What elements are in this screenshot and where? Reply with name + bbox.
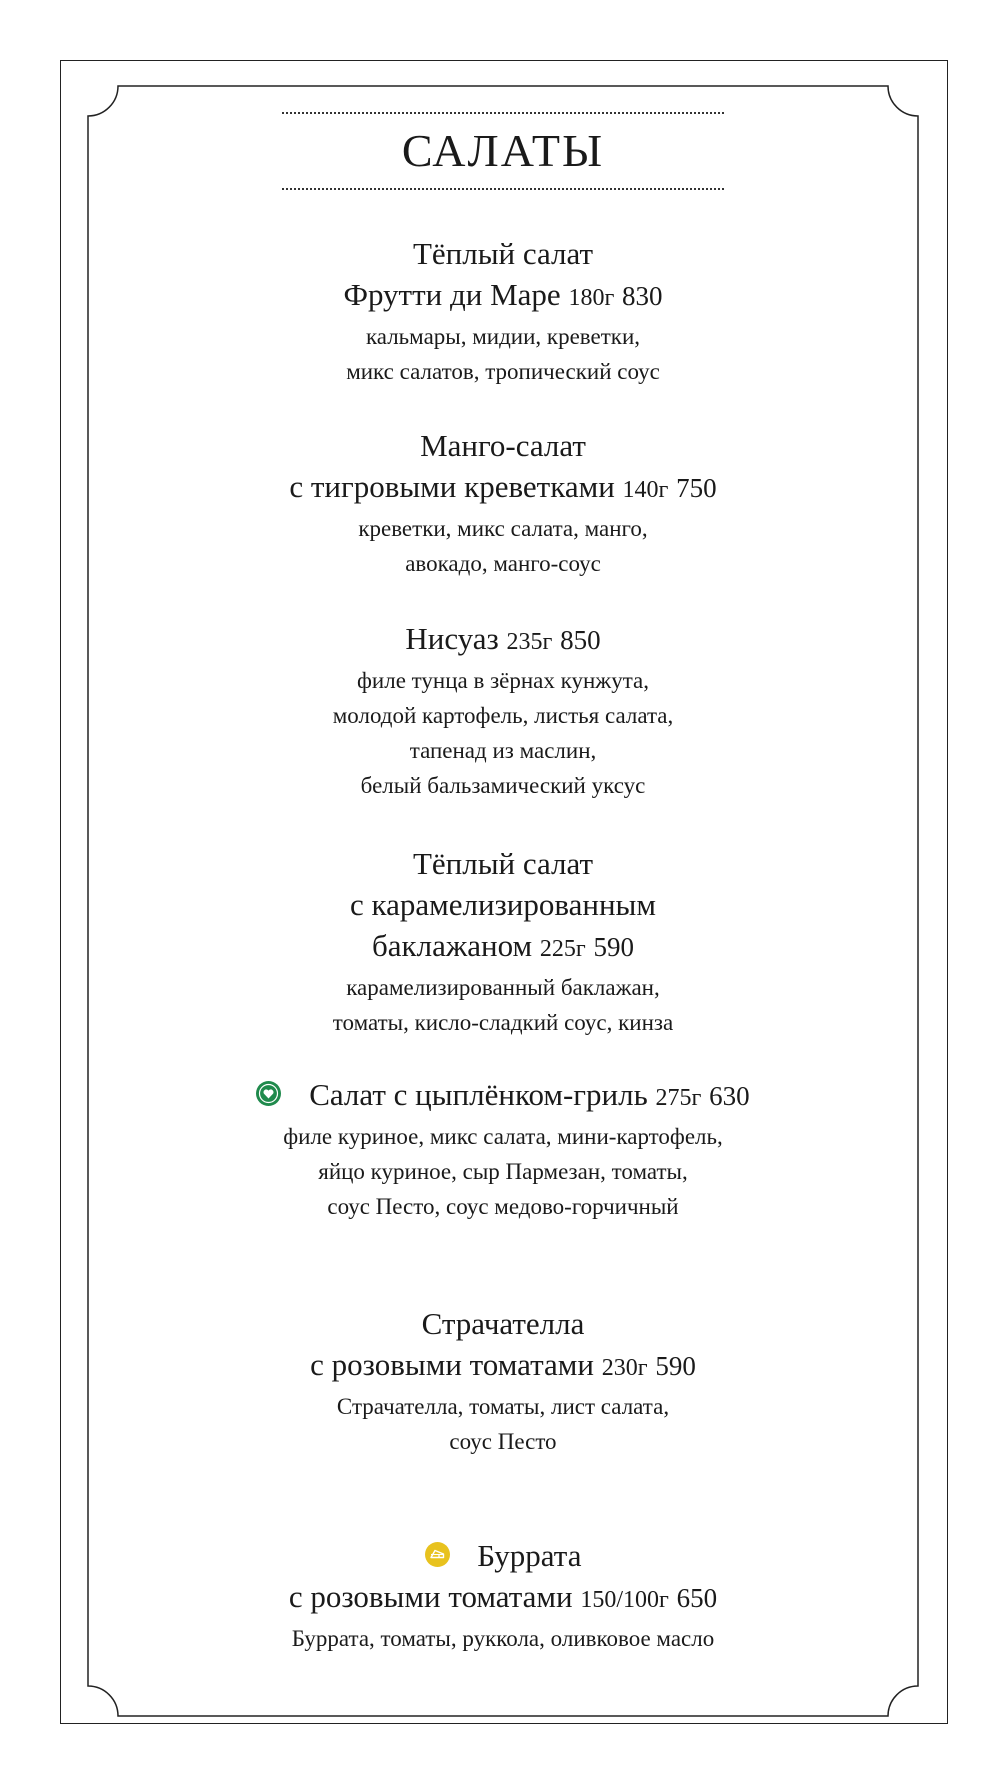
item-name (0, 466, 1006, 511)
item-description: креветки, микс салата, манго, (358, 516, 648, 541)
item-price: 650 (676, 1583, 718, 1613)
item-description: тапенад из маслин, (409, 738, 597, 763)
item-description: кальмары, мидии, креветки, (365, 324, 641, 349)
item-name-line: Нисуаз (405, 621, 499, 656)
item-name-line: с розовыми томатами (310, 1347, 594, 1382)
item-description: карамелизированный баклажан, (346, 975, 660, 1000)
item-price: 590 (593, 932, 634, 962)
item-price: 750 (676, 473, 717, 503)
item-name: Тёплый салат (412, 846, 594, 881)
item-name (0, 925, 1006, 970)
item-name-line: с тигровыми креветками (289, 469, 615, 504)
item-name: Манго-салат (420, 428, 586, 463)
item-description: авокадо, манго-соус (405, 551, 601, 576)
item-name-line: Салат с цыплёнком-гриль (309, 1077, 648, 1112)
item-weight: 230г (601, 1355, 648, 1381)
item-description: белый бальзамический уксус (360, 773, 646, 798)
item-description: Страчателла, томаты, лист салата, (336, 1394, 670, 1419)
item-name (0, 1535, 1006, 1576)
item-price: 630 (709, 1081, 750, 1111)
item-name: с карамелизированным (349, 887, 656, 922)
yellow-cheese-badge-icon (425, 1542, 450, 1567)
bottom-dotted-rule (282, 188, 724, 190)
item-name: Страчателла (421, 1306, 585, 1341)
item-name-line: Фрутти ди Маре (343, 277, 561, 312)
item-description: молодой картофель, листья салата, (332, 703, 674, 728)
item-description: микс салатов, тропический соус (346, 359, 660, 384)
item-description: яйцо куриное, сыр Пармезан, томаты, (318, 1159, 688, 1184)
item-price: 830 (622, 281, 663, 311)
menu-item (0, 1535, 1006, 1656)
menu-item (0, 843, 1006, 1040)
item-description: томаты, кисло-сладкий соус, кинза (332, 1010, 674, 1035)
menu-item (0, 618, 1006, 803)
item-weight: 150/100г (580, 1587, 669, 1613)
item-description: соус Песто, соус медово-горчичный (327, 1194, 679, 1219)
item-name (0, 618, 1006, 663)
item-weight: 275г (655, 1085, 702, 1111)
item-name (0, 274, 1006, 319)
item-weight: 225г (539, 936, 586, 962)
item-description: филе куриное, микс салата, мини-картофель, (283, 1124, 723, 1149)
item-price: 590 (655, 1351, 696, 1381)
item-weight: 180г (568, 285, 615, 311)
top-dotted-rule (282, 112, 724, 114)
item-price: 850 (560, 625, 601, 655)
item-name (0, 1344, 1006, 1389)
section-header (0, 112, 1006, 190)
menu-item (0, 1074, 1006, 1224)
green-heart-badge-icon (256, 1081, 281, 1106)
item-name (0, 1576, 1006, 1621)
menu-item (0, 425, 1006, 581)
item-weight: 140г (622, 477, 669, 503)
item-description: Буррата, томаты, руккола, оливковое масло (291, 1626, 715, 1651)
menu-item (0, 1303, 1006, 1459)
item-name-line: с розовыми томатами (288, 1579, 573, 1614)
item-weight: 235г (506, 629, 553, 655)
item-name-line: баклажаном (372, 928, 533, 963)
item-description: соус Песто (449, 1429, 557, 1454)
page-title: САЛАТЫ (401, 125, 605, 176)
menu-item (0, 233, 1006, 389)
item-name: Тёплый салат (412, 236, 594, 271)
item-name (0, 1074, 1006, 1119)
item-name-line: Буррата (477, 1538, 582, 1573)
item-description: филе тунца в зёрнах кунжута, (357, 668, 649, 693)
